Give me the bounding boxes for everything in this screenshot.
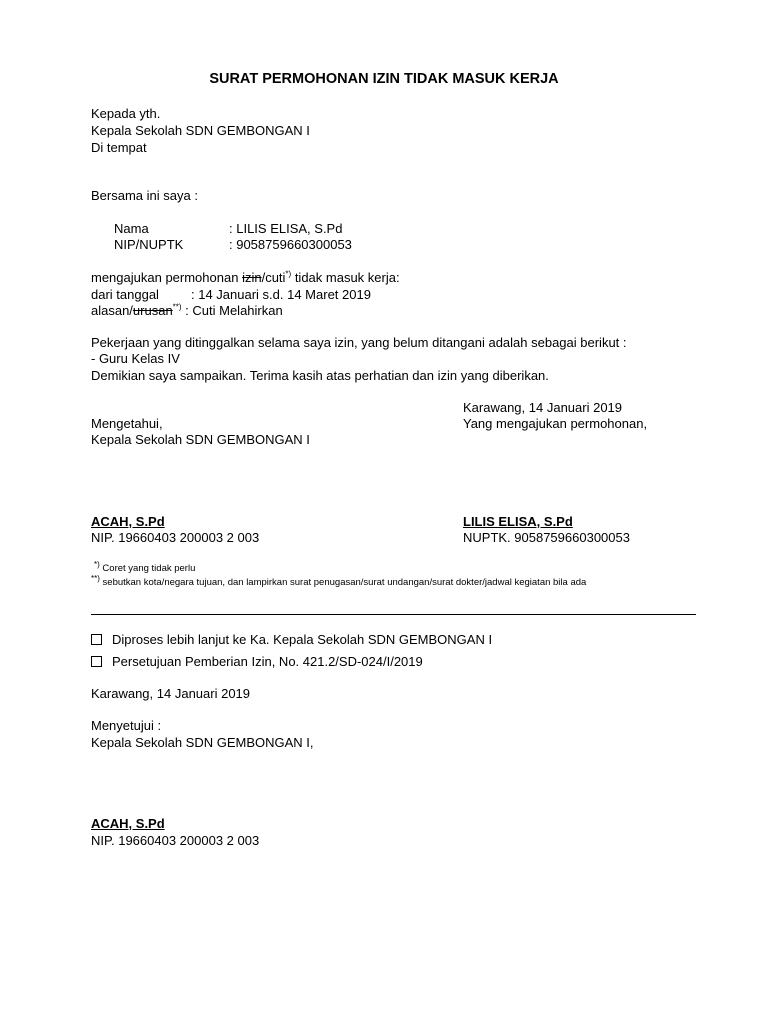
recipient-line-1: Kepada yth. bbox=[91, 106, 161, 121]
work-line-2: - Guru Kelas IV bbox=[91, 351, 180, 366]
approval-place-date: Karawang, 14 Januari 2019 bbox=[91, 686, 251, 701]
left-signer-name: ACAH, S.Pd bbox=[91, 514, 165, 529]
footnote-2-text: sebutkan kota/negara tujuan, dan lampirkan surat penugasan/surat undangan/surat dokter/jadwal kegiatan bila ada bbox=[99, 577, 587, 588]
request-sep: /cuti bbox=[261, 270, 286, 285]
recipient-line-2: Kepala Sekolah SDN GEMBONGAN I bbox=[91, 123, 310, 138]
footnote-2 bbox=[91, 575, 586, 591]
approver-id: NIP. 19660403 200003 2 003 bbox=[91, 833, 260, 848]
left-heading: Mengetahui, bbox=[91, 416, 163, 431]
document-title: SURAT PERMOHONAN IZIN TIDAK MASUK KERJA bbox=[209, 71, 559, 87]
reason-footnote-mark: **) bbox=[172, 302, 182, 312]
request-struck-word: izin bbox=[242, 270, 262, 285]
checkbox-1-label: Diproses lebih lanjut ke Ka. Kepala Sekolah SDN GEMBONGAN I bbox=[112, 632, 493, 647]
place-date: Karawang, 14 Januari 2019 bbox=[463, 400, 623, 415]
checkbox-1[interactable] bbox=[91, 634, 102, 645]
name-value: : LILIS ELISA, S.Pd bbox=[229, 221, 343, 236]
footnote-1-text: Coret yang tidak perlu bbox=[99, 563, 196, 574]
name-label: Nama bbox=[114, 221, 149, 236]
request-prefix: mengajukan permohonan bbox=[91, 270, 243, 285]
date-label: dari tanggal bbox=[91, 287, 159, 302]
footnote-2-mark: **) bbox=[91, 573, 100, 583]
request-footnote-mark: *) bbox=[285, 269, 292, 279]
intro-text: Bersama ini saya : bbox=[91, 188, 198, 203]
recipient-line-3: Di tempat bbox=[91, 140, 147, 155]
request-suffix: tidak masuk kerja: bbox=[291, 270, 400, 285]
reason-struck-word: urusan bbox=[132, 303, 173, 318]
work-line-3: Demikian saya sampaikan. Terima kasih atas perhatian dan izin yang diberikan. bbox=[91, 368, 549, 383]
left-role: Kepala Sekolah SDN GEMBONGAN I bbox=[91, 432, 310, 447]
footnote-1-mark: *) bbox=[94, 559, 100, 569]
section-divider bbox=[91, 614, 696, 615]
reason-value: : Cuti Melahirkan bbox=[181, 303, 283, 318]
right-signer-id: NUPTK. 9058759660300053 bbox=[463, 530, 630, 545]
left-signer-id: NIP. 19660403 200003 2 003 bbox=[91, 530, 260, 545]
approver-name: ACAH, S.Pd bbox=[91, 816, 165, 831]
right-signer-name: LILIS ELISA, S.Pd bbox=[463, 514, 573, 529]
reason-line bbox=[91, 303, 283, 319]
checkbox-2[interactable] bbox=[91, 656, 102, 667]
checkbox-2-label: Persetujuan Pemberian Izin, No. 421.2/SD-024/I/2019 bbox=[112, 654, 423, 669]
date-value: : 14 Januari s.d. 14 Maret 2019 bbox=[191, 287, 371, 302]
checkbox-row-1[interactable] bbox=[91, 632, 492, 648]
checkbox-row-2[interactable] bbox=[91, 654, 423, 670]
right-role: Yang mengajukan permohonan, bbox=[463, 416, 648, 431]
approval-heading: Menyetujui : bbox=[91, 718, 162, 733]
request-line bbox=[91, 270, 400, 286]
approval-role: Kepala Sekolah SDN GEMBONGAN I, bbox=[91, 735, 314, 750]
nip-label: NIP/NUPTK bbox=[114, 237, 184, 252]
nip-value: : 9058759660300053 bbox=[229, 237, 352, 252]
work-line-1: Pekerjaan yang ditinggalkan selama saya izin, yang belum ditangani adalah sebagai berikut : bbox=[91, 335, 627, 350]
reason-label: alasan/ bbox=[91, 303, 133, 318]
